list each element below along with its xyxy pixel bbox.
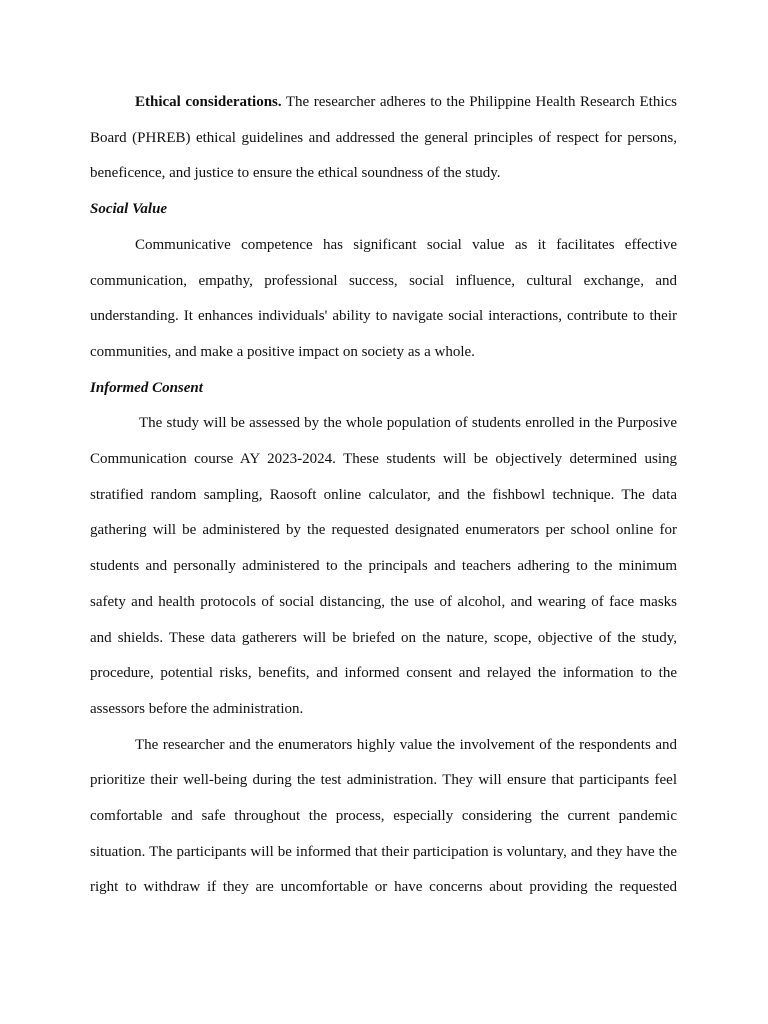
document-page bbox=[90, 85, 677, 906]
social-value-paragraph: Communicative competence has significant social value as it facilitates effective communication, empathy, professional success, social influence, cultural exchange, and understanding. It enhances individuals' ability to navigate social interactions, contribute to their communities, and make a positive impact on society as a whole. bbox=[90, 236, 677, 360]
social-value-heading: Social Value bbox=[90, 201, 168, 218]
informed-consent-heading: Informed Consent bbox=[90, 379, 203, 396]
informed-consent-paragraph-2: The researcher and the enumerators highly value the involvement of the respondents and prioritize their well-being during the test administration. They will ensure that participants feel comfortable and safe throughout the process, especially considering the current pandemic situation. The participants will be informed that their participation is voluntary, and they have the right to withdraw if they are uncomfortable or have concerns about providing the requested bbox=[90, 736, 677, 896]
ethical-considerations-paragraph bbox=[90, 85, 677, 192]
ethical-considerations-lead: Ethical considerations. bbox=[135, 94, 282, 110]
ethical-considerations-text: The researcher adheres to the Philippine Health Research Ethics Board (PHREB) ethical guidelines and addressed the general principles of respect for persons, beneficence, and justice to ensure the ethical soundness of the study. bbox=[90, 94, 677, 182]
informed-consent-paragraph: The study will be assessed by the whole population of students enrolled in the Purposive Communication course AY 2023-2024. These students will be objectively determined using stratified random sampling, Raosoft online calculator, and the fishbowl technique. The data gathering will be administered by the requested designated enumerators per school online for students and personally administered to the principals and teachers adhering to the minimum safety and health protocols of social distancing, the use of alcohol, and wearing of face masks and shields. These data gatherers will be briefed on the nature, scope, objective of the study, procedure, potential risks, benefits, and informed consent and relayed the information to the assessors before the administration. bbox=[90, 415, 677, 717]
